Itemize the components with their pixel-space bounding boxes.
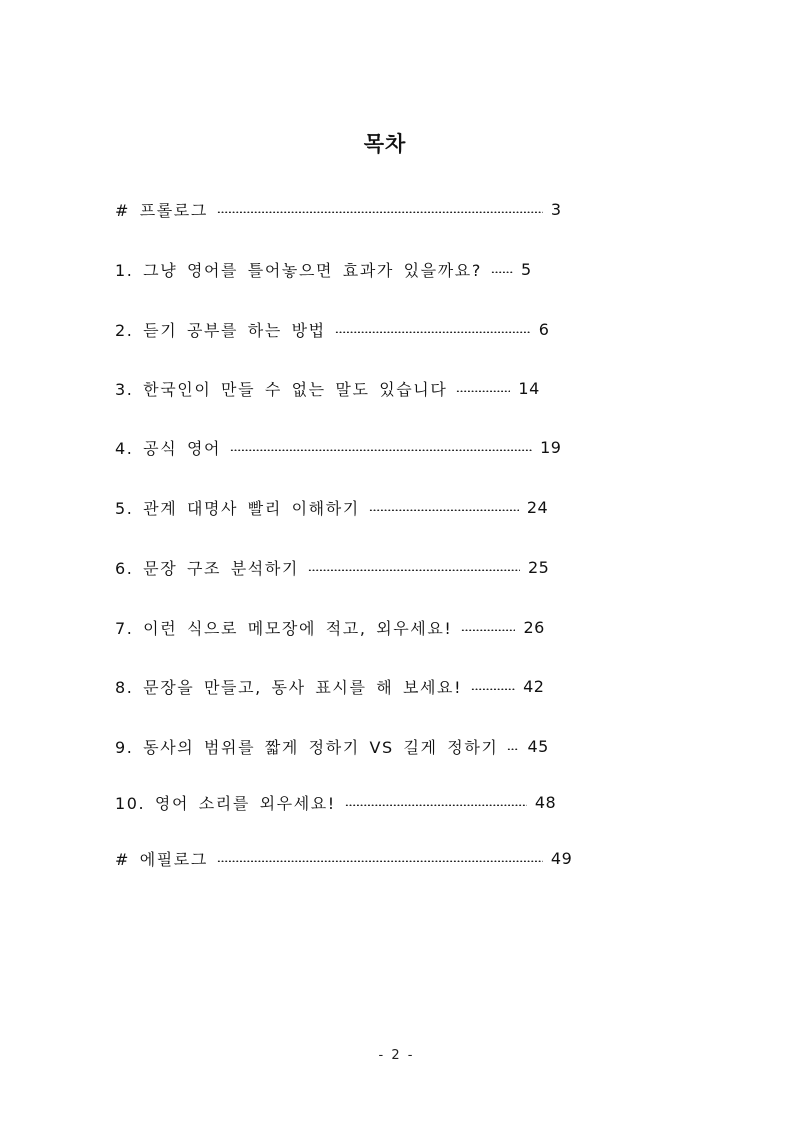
toc-entry-label: 9. 동사의 범위를 짧게 정하기 VS 길게 정하기 bbox=[115, 737, 499, 757]
toc-entry-3[interactable] bbox=[115, 376, 540, 400]
toc-entry-page: 26 bbox=[523, 617, 545, 637]
toc-entry-page: 49 bbox=[550, 848, 573, 868]
toc-entry-label: 3. 한국인이 만들 수 없는 말도 있습니다 bbox=[115, 379, 448, 399]
toc-entry-2[interactable] bbox=[115, 317, 549, 341]
dot-leader bbox=[217, 211, 543, 213]
toc-entry-5[interactable] bbox=[115, 495, 548, 519]
toc-entry-page: 14 bbox=[518, 378, 540, 398]
toc-entry-page: 42 bbox=[523, 676, 545, 696]
toc-entry-label: 1. 그냥 영어를 틀어놓으면 효과가 있을까요? bbox=[115, 260, 482, 280]
toc-entry-8[interactable] bbox=[115, 674, 544, 698]
dot-leader bbox=[471, 688, 515, 690]
dot-leader bbox=[230, 449, 532, 451]
dot-leader bbox=[456, 390, 510, 392]
toc-entry-page: 25 bbox=[527, 557, 550, 577]
toc-entry-label: # 에필로그 bbox=[115, 849, 208, 869]
toc-entry-label: 2. 듣기 공부를 하는 방법 bbox=[115, 320, 326, 340]
toc-entry-1[interactable] bbox=[115, 257, 532, 281]
dot-leader bbox=[461, 629, 515, 631]
toc-entry-label: 6. 문장 구조 분석하기 bbox=[115, 558, 299, 578]
toc-title: 목차 bbox=[363, 132, 407, 156]
toc-entry-label: 4. 공식 영어 bbox=[115, 438, 222, 458]
toc-entry-page: 19 bbox=[540, 437, 562, 457]
toc-entry-prologue[interactable] bbox=[115, 197, 562, 221]
toc-entry-label: 7. 이런 식으로 메모장에 적고, 외우세요! bbox=[115, 618, 453, 638]
dot-leader bbox=[369, 509, 519, 511]
toc-entry-10[interactable] bbox=[115, 790, 556, 814]
dot-leader bbox=[491, 271, 513, 273]
dot-leader bbox=[308, 569, 520, 571]
toc-entry-9[interactable] bbox=[115, 734, 549, 758]
dot-leader bbox=[217, 860, 543, 862]
toc-entry-page: 24 bbox=[526, 497, 549, 517]
toc-entry-label: 5. 관계 대명사 빨리 이해하기 bbox=[115, 498, 360, 518]
toc-entry-epilogue[interactable] bbox=[115, 846, 572, 870]
dot-leader bbox=[335, 331, 531, 333]
dot-leader bbox=[507, 748, 519, 750]
toc-entry-6[interactable] bbox=[115, 555, 549, 579]
toc-entry-page: 5 bbox=[520, 259, 532, 279]
toc-entry-label: 8. 문장을 만들고, 동사 표시를 해 보세요! bbox=[115, 677, 463, 697]
page-number: - 2 - bbox=[378, 1048, 415, 1063]
toc-entry-page: 3 bbox=[550, 199, 562, 219]
toc-entry-label: 10. 영어 소리를 외우세요! bbox=[115, 793, 336, 813]
toc-entry-page: 6 bbox=[538, 319, 550, 339]
toc-entry-page: 48 bbox=[534, 792, 557, 812]
dot-leader bbox=[345, 804, 527, 806]
toc-entry-page: 45 bbox=[527, 736, 549, 756]
toc-entry-7[interactable] bbox=[115, 615, 545, 639]
toc-entry-label: # 프롤로그 bbox=[115, 200, 208, 220]
toc-entry-4[interactable] bbox=[115, 435, 561, 459]
